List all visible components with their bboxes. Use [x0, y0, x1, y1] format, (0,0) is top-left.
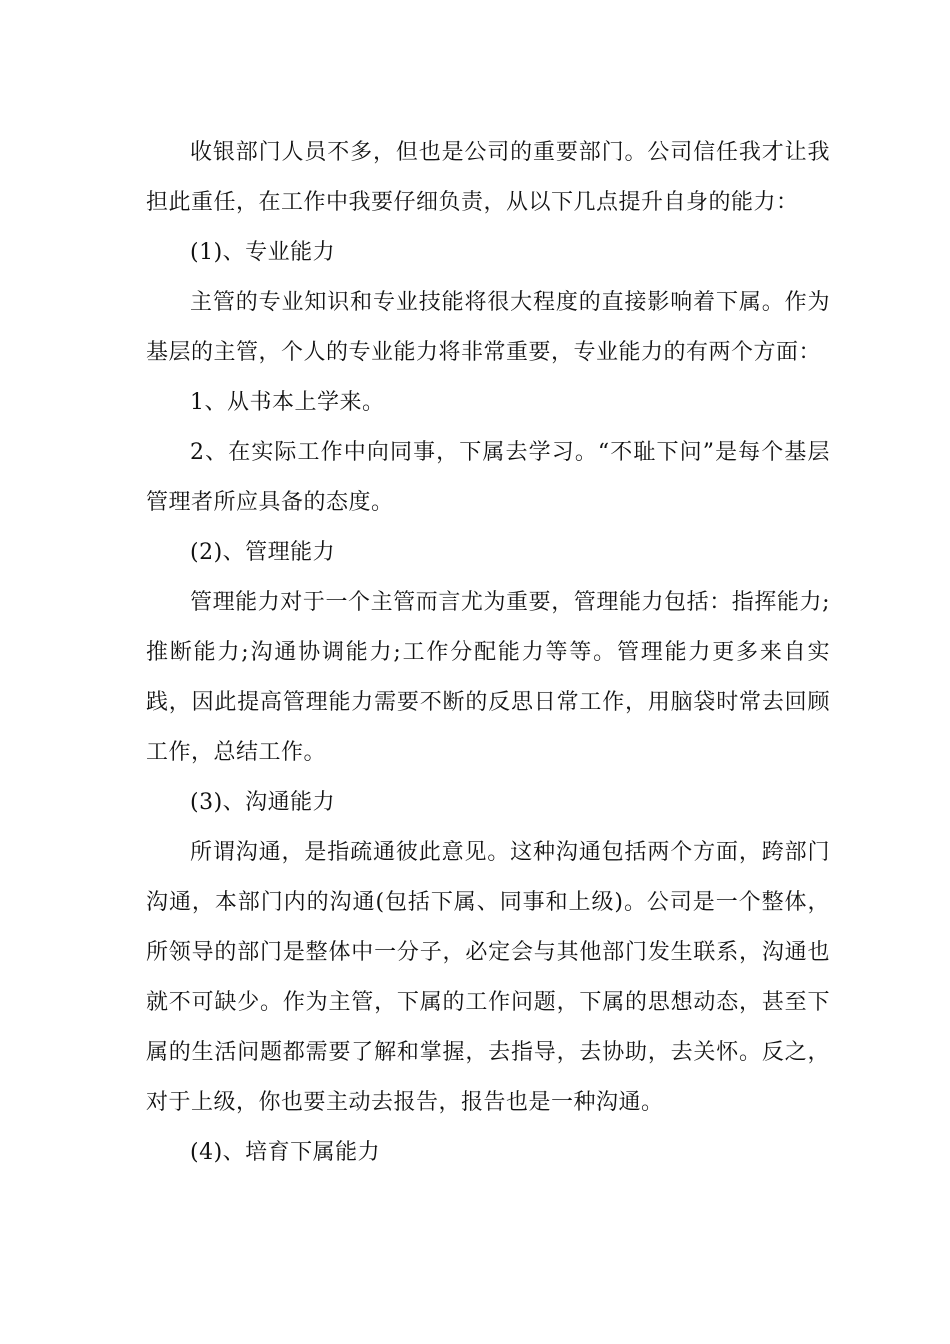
list-item-1: 1、从书本上学来。 [190, 390, 385, 415]
heading-professional-ability: (1)、专业能力 [190, 240, 336, 265]
heading-cultivate-subordinates: (4)、培育下属能力 [190, 1140, 381, 1165]
heading-management-ability: (2)、管理能力 [190, 540, 336, 565]
paragraph-communication-ability: 所谓沟通，是指疏通彼此意见。这种沟通包括两个方面，跨部门沟通，本部门内的沟通(包括下属、同事和上级)。公司是一个整体，所领导的部门是整体中一分子，必定会与其他部门发生联系，沟通也就不可缺少。作为主管，下属的工作问题，下属的思想动态，甚至下属的生活问题都需要了解和掌握，去指导，去协助，去关怀。反之，对于上级，你也要主动去报告，报告也是一种沟通。 [146, 840, 830, 1115]
paragraph-intro: 收银部门人员不多，但也是公司的重要部门。公司信任我才让我担此重任，在工作中我要仔细负责，从以下几点提升自身的能力： [146, 140, 830, 215]
paragraph-professional-ability: 主管的专业知识和专业技能将很大程度的直接影响着下属。作为基层的主管，个人的专业能力将非常重要，专业能力的有两个方面： [146, 290, 830, 365]
paragraph-management-ability: 管理能力对于一个主管而言尤为重要，管理能力包括：指挥能力;推断能力;沟通协调能力;工作分配能力等等。管理能力更多来自实践，因此提高管理能力需要不断的反思日常工作，用脑袋时常去回顾工作，总结工作。 [146, 590, 830, 765]
list-item-2: 2、在实际工作中向同事，下属去学习。“不耻下问”是每个基层管理者所应具备的态度。 [146, 440, 830, 515]
document-body [146, 128, 830, 1178]
heading-communication-ability: (3)、沟通能力 [190, 790, 336, 815]
